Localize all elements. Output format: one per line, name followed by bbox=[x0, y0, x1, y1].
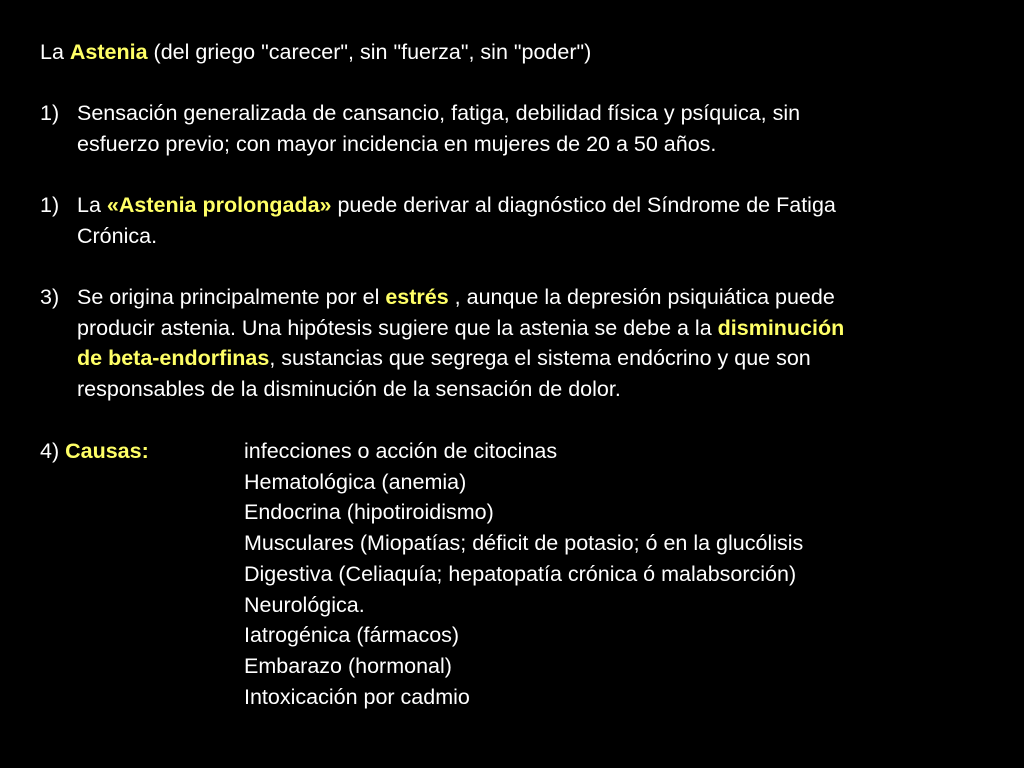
cause-item: Musculares (Miopatías; déficit de potasio; ó en la glucólisis bbox=[244, 531, 804, 555]
item-3-l3-term: de beta-endorfinas bbox=[77, 346, 270, 370]
intro-line bbox=[40, 37, 591, 68]
item-1-line-1: Sensación generalizada de cansancio, fatiga, debilidad física y psíquica, sin bbox=[77, 101, 801, 125]
list-item-2 bbox=[40, 190, 1000, 251]
intro-post: (del griego "carecer", sin "fuerza", sin "poder") bbox=[147, 40, 592, 64]
item-3-number: 3) bbox=[40, 285, 60, 309]
item-3-l1-pre: Se origina principalmente por el bbox=[77, 285, 386, 309]
cause-item: Intoxicación por cadmio bbox=[244, 685, 470, 709]
item-3-l2-pre: producir astenia. Una hipótesis sugiere que la astenia se debe a la bbox=[77, 315, 718, 340]
intro-term: Astenia bbox=[69, 40, 148, 64]
item-3-l1-post: , aunque la depresión psiquiática puede bbox=[448, 285, 835, 309]
list-item-4-header bbox=[40, 436, 149, 467]
item-3-line-4: responsables de la disminución de la sensación de dolor. bbox=[77, 376, 621, 401]
item-3-l1-term: estrés bbox=[385, 285, 449, 309]
cause-item: Embarazo (hormonal) bbox=[244, 654, 452, 678]
cause-item: Iatrogénica (fármacos) bbox=[244, 623, 460, 647]
list-item-3 bbox=[40, 282, 1000, 404]
item-3-line-2 bbox=[77, 313, 1000, 344]
intro-pre: La bbox=[40, 40, 70, 64]
item-2-line-1 bbox=[77, 190, 1000, 221]
item-1-line-2: esfuerzo previo; con mayor incidencia en mujeres de 20 a 50 años. bbox=[77, 131, 717, 156]
item-4-label: Causas: bbox=[65, 439, 149, 463]
item-2-line-2: Crónica. bbox=[77, 223, 158, 248]
item-3-line-3 bbox=[77, 343, 1000, 374]
item-3-l3-post: , sustancias que segrega el sistema endócrino y que son bbox=[269, 346, 811, 370]
item-2-pre: La bbox=[77, 193, 107, 217]
cause-item: infecciones o acción de citocinas bbox=[244, 439, 558, 463]
item-2-post: puede derivar al diagnóstico del Síndrome de Fatiga bbox=[331, 193, 836, 217]
item-4-number: 4) bbox=[40, 439, 66, 463]
cause-item: Digestiva (Celiaquía; hepatopatía crónica ó malabsorción) bbox=[244, 562, 797, 586]
item-1-number: 1) bbox=[40, 101, 60, 125]
cause-item: Endocrina (hipotiroidismo) bbox=[244, 500, 494, 524]
item-2-term: «Astenia prolongada» bbox=[106, 193, 332, 217]
cause-item: Hematológica (anemia) bbox=[244, 470, 467, 494]
item-3-l2-term: disminución bbox=[717, 315, 845, 340]
item-3-line-1 bbox=[77, 282, 1000, 313]
list-item-1 bbox=[40, 98, 1000, 159]
item-2-number: 1) bbox=[40, 193, 60, 217]
cause-item: Neurológica. bbox=[244, 593, 365, 617]
